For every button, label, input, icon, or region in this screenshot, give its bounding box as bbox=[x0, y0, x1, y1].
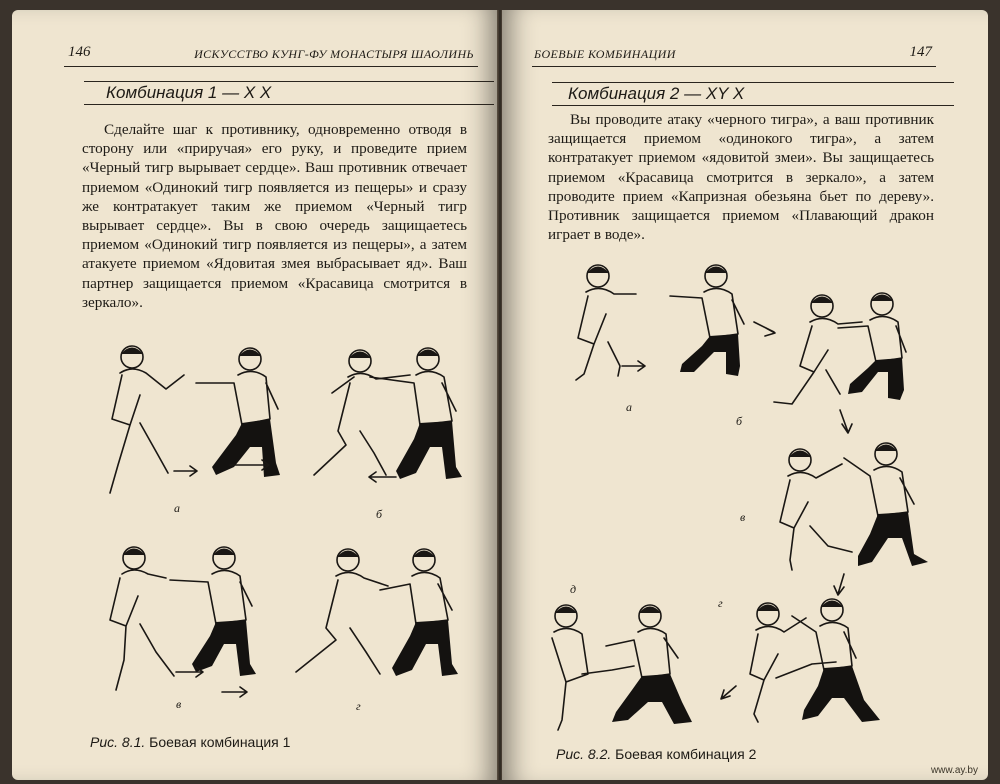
figure-8-1-label-c: в bbox=[176, 697, 182, 711]
figure-8-1-label-b: б bbox=[376, 507, 383, 521]
figure-8-2 bbox=[522, 254, 982, 744]
figure-8-1-label-d: г bbox=[356, 699, 361, 713]
figure-8-1-panel-c bbox=[110, 547, 458, 697]
figure-8-1-caption-text: Боевая комбинация 1 bbox=[149, 734, 291, 750]
left-paragraph: Сделайте шаг к противнику, одновременно отводя в сторону или «приручая» его руку, и проведите прием «Черный тигр вырывает сердце». Ваш противник отвечает приемом «Одинокий тигр появляется из пещеры» и сразу же контратакует таким же приемом «Черный тигр вырывает сердце». Вы в свою очередь защищаетесь приемом «Одинокий тигр появляется из пещеры», а затем атакуете приемом «Ядовитая змея выбрасывает яд». Ваш партнер защищается приемом «Красавица смотрится в зеркало». bbox=[82, 121, 467, 311]
figure-8-1-illustrations bbox=[70, 335, 490, 735]
figure-8-2-label-d: г bbox=[718, 596, 723, 610]
figure-8-2-panel-b bbox=[754, 293, 906, 404]
right-paragraph: Вы проводите атаку «черного тигра», а ваш противник защищается приемом «одинокого тигра», а затем контратакует приемом «ядовитой змеи». Вы защищаетесь приемом «Красавица смотрится в зеркало», а затем проводите прием «Капризная обезьяна бьет по дереву». Противник защищается приемом «Плавающий дракон играет в воде». bbox=[548, 111, 934, 244]
right-page bbox=[502, 10, 988, 780]
watermark-text: www.ay.by bbox=[930, 765, 978, 776]
figure-8-2-label-e: д bbox=[570, 582, 577, 596]
right-running-title: БОЕВЫЕ КОМБИНАЦИИ bbox=[534, 47, 676, 61]
figure-8-2-label-c: в bbox=[740, 510, 746, 524]
figure-8-1-label-a: а bbox=[174, 501, 180, 515]
left-page-header bbox=[64, 44, 478, 67]
figure-8-1-panel-a bbox=[110, 346, 462, 493]
right-body-text bbox=[548, 110, 934, 244]
right-section-title: Комбинация 2 — XY X bbox=[568, 84, 745, 103]
left-running-title: ИСКУССТВО КУНГ-ФУ МОНАСТЫРЯ ШАОЛИНЬ bbox=[194, 47, 474, 61]
figure-8-2-panel-c bbox=[780, 410, 928, 570]
right-section-title-bar bbox=[552, 82, 954, 106]
left-section-title-bar bbox=[84, 81, 494, 105]
figure-8-2-illustrations bbox=[522, 254, 982, 744]
figure-8-2-panel-e bbox=[552, 605, 692, 730]
figure-8-2-label-a: а bbox=[626, 400, 632, 414]
figure-8-1-caption bbox=[90, 734, 290, 750]
figure-8-2-panel-a bbox=[576, 265, 744, 380]
right-page-number: 147 bbox=[909, 44, 932, 60]
figure-8-2-panel-d bbox=[721, 574, 880, 722]
left-section-title: Комбинация 1 — X X bbox=[106, 83, 272, 102]
figure-8-2-label-b: б bbox=[736, 414, 743, 428]
figure-8-1-caption-prefix: Рис. 8.1. bbox=[90, 734, 146, 750]
left-body-text bbox=[82, 120, 467, 312]
figure-8-2-caption-prefix: Рис. 8.2. bbox=[556, 746, 612, 762]
left-page-number: 146 bbox=[68, 44, 91, 60]
left-page bbox=[12, 10, 498, 780]
figure-8-1 bbox=[70, 335, 490, 735]
figure-8-2-caption-text: Боевая комбинация 2 bbox=[615, 746, 757, 762]
figure-8-2-caption bbox=[556, 746, 756, 762]
right-page-header bbox=[532, 44, 936, 67]
